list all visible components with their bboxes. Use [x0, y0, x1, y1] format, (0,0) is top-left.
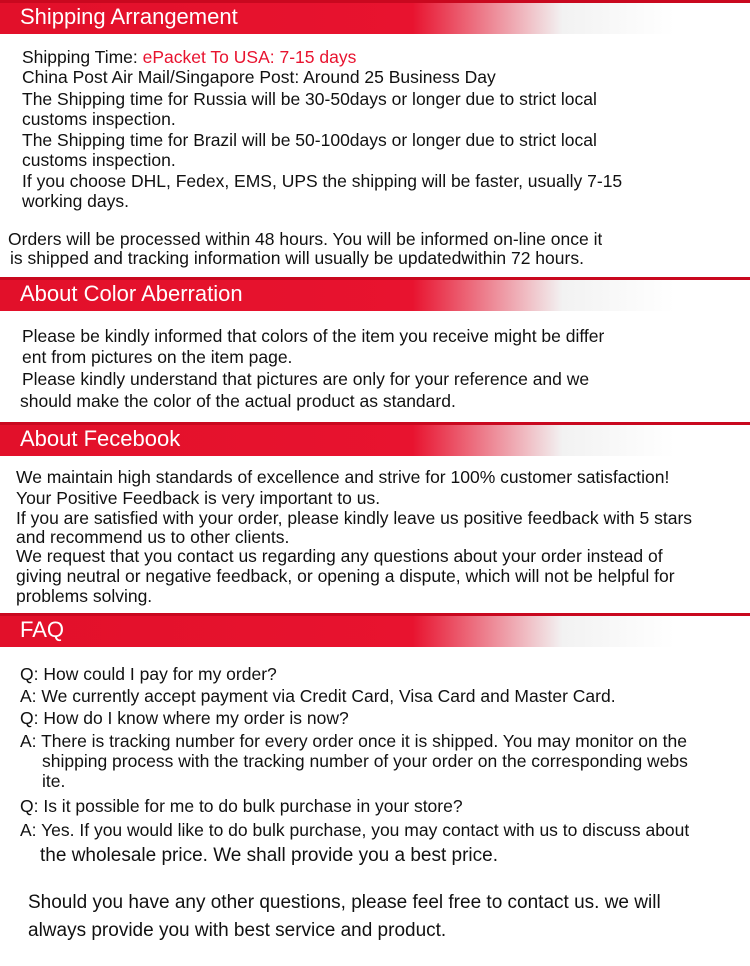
color-line: should make the color of the actual product as standard.: [20, 391, 456, 411]
color-line: ent from pictures on the item page.: [22, 347, 293, 367]
orders-line: is shipped and tracking information will usually be updatedwithin 72 hours.: [10, 248, 584, 268]
feedback-line: problems solving.: [16, 586, 153, 606]
shipping-line: customs inspection.: [22, 150, 176, 170]
shipping-line: customs inspection.: [22, 109, 176, 129]
section-title: FAQ: [20, 617, 65, 642]
faq-question: Q: How could I pay for my order?: [20, 664, 277, 684]
section-banner-facebook: [0, 422, 750, 456]
color-line: Please be kindly informed that colors of the item you receive might be differ: [22, 326, 605, 346]
feedback-line: and recommend us to other clients.: [16, 527, 290, 547]
faq-question: Q: How do I know where my order is now?: [20, 708, 349, 728]
section-title: About Fecebook: [20, 426, 181, 451]
feedback-line: We maintain high standards of excellence and strive for 100% customer satisfaction!: [16, 467, 670, 487]
faq-question: Q: Is it possible for me to do bulk purchase in your store?: [20, 796, 463, 816]
shipping-time-line: [22, 47, 356, 67]
shipping-line: China Post Air Mail/Singapore Post: Around 25 Business Day: [22, 67, 496, 87]
section-banner-color: [0, 277, 750, 311]
epacket-time: ePacket To USA: 7-15 days: [142, 47, 357, 67]
feedback-line: If you are satisfied with your order, please kindly leave us positive feedback with 5 stars: [16, 508, 693, 528]
section-banner-shipping: [0, 0, 750, 34]
faq-answer-cont: shipping process with the tracking number of your order on the corresponding webs: [42, 751, 688, 771]
closing-line: Should you have any other questions, please feel free to contact us. we will: [28, 892, 661, 913]
shipping-time-label: Shipping Time:: [22, 47, 138, 67]
orders-line: Orders will be processed within 48 hours. You will be informed on-line once it: [8, 229, 603, 249]
color-line: Please kindly understand that pictures are only for your reference and we: [22, 369, 590, 389]
wholesale-line: the wholesale price. We shall provide you a best price.: [40, 845, 499, 866]
shipping-line: The Shipping time for Russia will be 30-50days or longer due to strict local: [22, 89, 597, 109]
shipping-line: working days.: [22, 191, 129, 211]
section-banner-faq: [0, 613, 750, 647]
faq-answer: A: Yes. If you would like to do bulk purchase, you may contact with us to discuss about: [20, 820, 690, 840]
section-title: About Color Aberration: [20, 281, 243, 306]
faq-answer-cont: ite.: [42, 771, 66, 791]
faq-answer: A: There is tracking number for every order once it is shipped. You may monitor on the: [20, 731, 687, 751]
faq-answer: A: We currently accept payment via Credit Card, Visa Card and Master Card.: [20, 686, 616, 706]
feedback-line: giving neutral or negative feedback, or opening a dispute, which will not be helpful for: [16, 566, 675, 586]
closing-line: always provide you with best service and product.: [28, 920, 447, 941]
section-title: Shipping Arrangement: [20, 4, 238, 29]
shipping-line: If you choose DHL, Fedex, EMS, UPS the shipping will be faster, usually 7-15: [22, 171, 623, 191]
feedback-line: We request that you contact us regarding any questions about your order instead of: [16, 546, 663, 566]
feedback-line: Your Positive Feedback is very important to us.: [16, 488, 381, 508]
shipping-line: The Shipping time for Brazil will be 50-100days or longer due to strict local: [22, 130, 597, 150]
